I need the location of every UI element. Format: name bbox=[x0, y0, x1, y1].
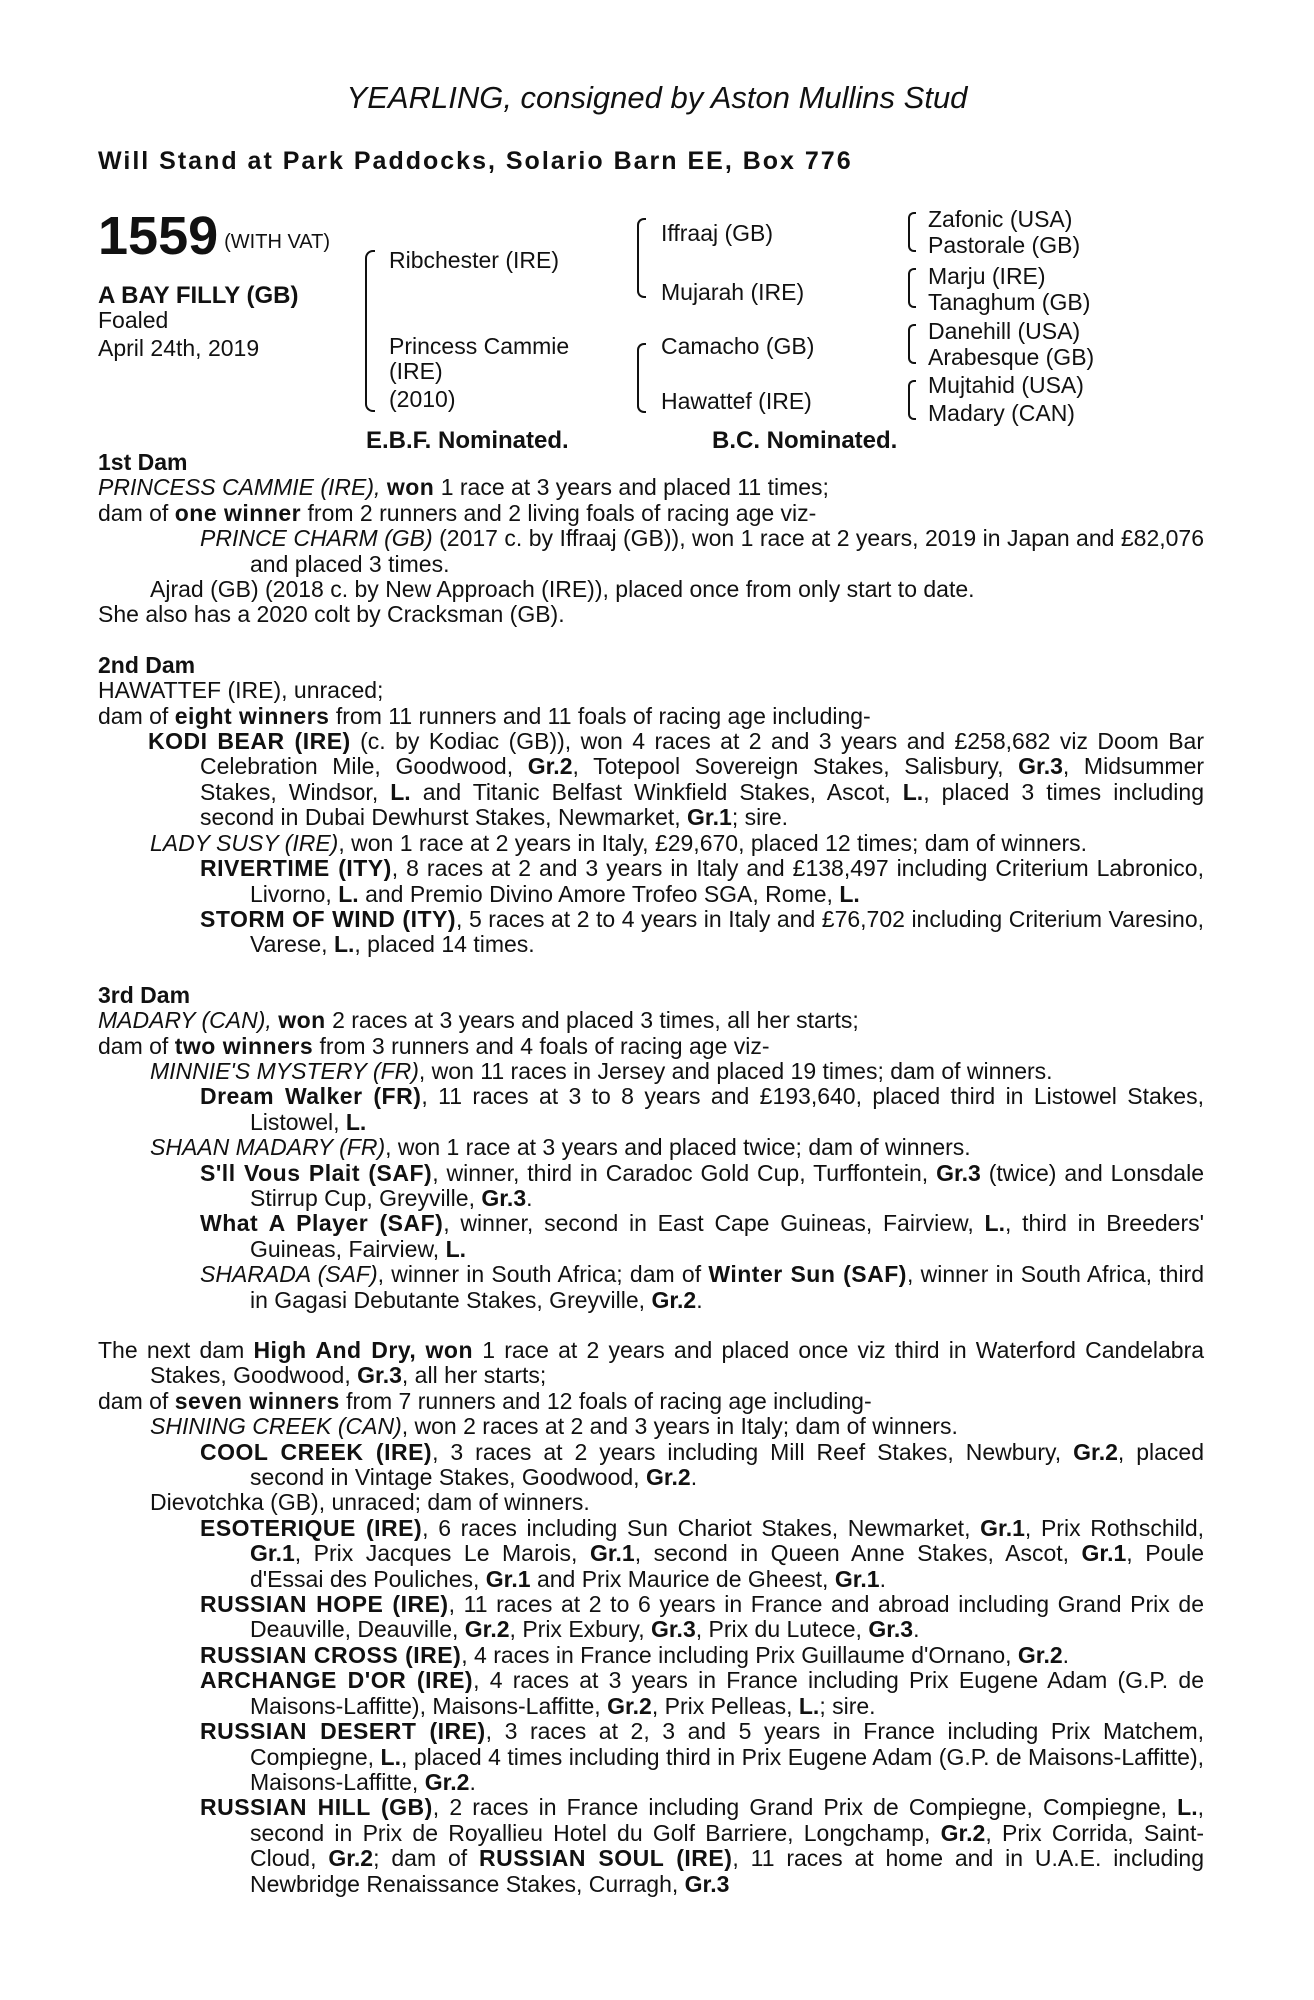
grade: L. bbox=[338, 880, 359, 907]
text: , won 2 races at 2 and 3 years in Italy; dam of winners. bbox=[401, 1413, 958, 1440]
produce-ajrad: Ajrad (GB) (2018 c. by New Approach (IRE)), placed once from only start to date. bbox=[150, 576, 975, 603]
won-label: won bbox=[386, 474, 435, 501]
text: , Prix du Lutece, bbox=[695, 1616, 862, 1643]
text: dam of bbox=[98, 702, 169, 729]
text: ; sire. bbox=[819, 1692, 876, 1719]
winner-count: one winner bbox=[174, 499, 302, 526]
horse-name: RUSSIAN HOPE (IRE) bbox=[200, 1591, 449, 1618]
horse-name: LADY SUSY (IRE) bbox=[150, 829, 339, 856]
text: , placed 4 times including third in Prix Eugene Adam (G.P. de Maisons-Laffitte), Maisons-Laffitte, bbox=[250, 1743, 1205, 1795]
text: , Poule d'Essai des Pouliches, bbox=[250, 1540, 1205, 1592]
text: , 3 races at 2, 3 and 5 years in France including Prix Matchem, Compiegne, bbox=[250, 1718, 1204, 1770]
horse-name: RUSSIAN DESERT (IRE) bbox=[200, 1718, 486, 1745]
text: , 11 races at home and in U.A.E. including Newbridge Renaissance Stakes, Curragh, bbox=[250, 1845, 1204, 1897]
grade: L. bbox=[445, 1235, 467, 1262]
text: , Prix Corrida, Saint-Cloud, bbox=[250, 1819, 1204, 1872]
horse-name: PRINCE CHARM (GB) bbox=[200, 525, 433, 552]
ancestor-ddd: Madary (CAN) bbox=[928, 400, 1075, 426]
horse-name: Winter Sun (SAF) bbox=[708, 1261, 907, 1288]
text: from 2 runners and 2 living foals of racing age viz- bbox=[307, 499, 817, 526]
produce-what-a-player bbox=[98, 1211, 1204, 1262]
horse-name: COOL CREEK (IRE) bbox=[200, 1438, 433, 1465]
text: , second in Prix de Royallieu Hotel du Golf Barriere, Longchamp, bbox=[250, 1794, 1205, 1846]
text: (c. by Kodiac (GB)), won 4 races at 2 and 3 years and £258,682 viz Doom Bar Celebration Mile, Goodwood, bbox=[200, 728, 1204, 780]
grade: L. bbox=[839, 880, 860, 907]
text: , 4 races at 3 years in France including Prix Eugene Adam (G.P. de Maisons-Laffitte), Maisons-Laffitte, bbox=[250, 1667, 1204, 1719]
horse-name: KODI BEAR (IRE) bbox=[148, 728, 351, 755]
pedigree-bracket-dam bbox=[637, 343, 646, 413]
grandsire-maternal: Camacho (GB) bbox=[661, 333, 815, 359]
text: from 7 runners and 12 foals of racing age including- bbox=[346, 1387, 872, 1414]
text: , winner, second in East Cape Guineas, Fairview, bbox=[443, 1210, 974, 1237]
grade: Gr.1 bbox=[687, 804, 732, 831]
text: , second in Queen Anne Stakes, Ascot, bbox=[634, 1540, 1070, 1567]
text: and Titanic Belfast Winkfield Stakes, Ascot, bbox=[422, 778, 891, 805]
text: , placed second in Vintage Stakes, Goodwood, bbox=[250, 1438, 1205, 1491]
grade: Gr.2 bbox=[645, 1464, 691, 1491]
dam-name-line2: (IRE) bbox=[389, 358, 443, 384]
ebf-nominated: E.B.F. Nominated. bbox=[366, 427, 569, 454]
pedigree-bracket-dd bbox=[908, 380, 916, 420]
produce-cool-creek: COOL CREEK (IRE), 3 races at 2 years including Mill Reef Stakes, Newbury, Gr.2, placed second in Vintage Stakes, Goodwood, Gr.2. bbox=[200, 1438, 1205, 1491]
horse-name: SHAAN MADARY (FR) bbox=[150, 1134, 386, 1161]
grade: Gr.2 bbox=[940, 1819, 986, 1846]
text: , 11 races at 3 to 8 years and £193,640, placed third in Listowel Stakes, Listowel, bbox=[250, 1083, 1204, 1135]
vat-note: (WITH VAT) bbox=[224, 231, 331, 253]
next-dam-line2 bbox=[98, 1389, 1204, 1414]
produce-sharada: SHARADA (SAF), winner in South Africa; dam of Winter Sun (SAF), winner in South Africa, third in Gagasi Debutante Stakes, Greyville, Gr.2. bbox=[200, 1261, 1205, 1313]
pedigree-bracket-sd bbox=[908, 268, 916, 308]
grade: Gr.2 bbox=[424, 1768, 470, 1795]
horse-name: A BAY FILLY (GB) bbox=[98, 282, 299, 309]
text: from 3 runners and 4 foals of racing age viz- bbox=[319, 1032, 770, 1059]
grade: Gr.2 bbox=[651, 1286, 697, 1313]
third-dam-heading: 3rd Dam bbox=[98, 981, 191, 1008]
pedigree-bracket-ds bbox=[908, 324, 916, 364]
text: , 2 races in France including Grand Prix de Compiegne, Compiegne, bbox=[432, 1794, 1168, 1821]
granddam-paternal: Mujarah (IRE) bbox=[661, 279, 805, 305]
horse-name: RUSSIAN CROSS (IRE) bbox=[200, 1641, 462, 1668]
grade: Gr.3 bbox=[936, 1159, 981, 1186]
ancestor-sdd: Tanaghum (GB) bbox=[928, 289, 1091, 315]
text: , won 1 race at 2 years in Italy, £29,670, placed 12 times; dam of winners. bbox=[338, 829, 1088, 856]
text: 1 race at 3 years and placed 11 times; bbox=[440, 474, 829, 501]
sire-name: Ribchester (IRE) bbox=[389, 247, 559, 273]
text: , winner, third in Caradoc Gold Cup, Turffontein, bbox=[432, 1159, 929, 1186]
ancestor-ssd: Pastorale (GB) bbox=[928, 232, 1081, 258]
produce-russian-desert: RUSSIAN DESERT (IRE), 3 races at 2, 3 and 5 years in France including Prix Matchem, Compiegne, L., placed 4 times including third in Prix Eugene Adam (G.P. de Maisons-Laffitte), Maisons-Laffitte, Gr.2. bbox=[200, 1718, 1205, 1795]
pedigree-bracket-sire bbox=[637, 218, 646, 298]
text: dam of bbox=[98, 499, 169, 526]
text: , Midsummer Stakes, Windsor, bbox=[200, 753, 1205, 805]
produce-lady-susy bbox=[98, 831, 1204, 856]
pedigree-bracket-main bbox=[365, 250, 375, 412]
grade: L. bbox=[984, 1210, 1005, 1237]
text: ; dam of bbox=[373, 1845, 468, 1872]
ancestor-dsd: Arabesque (GB) bbox=[928, 344, 1095, 370]
ancestor-sss: Zafonic (USA) bbox=[928, 206, 1073, 232]
horse-name: RUSSIAN HILL (GB) bbox=[200, 1794, 433, 1821]
text: , Totepool Sovereign Stakes, Salisbury, bbox=[572, 753, 1004, 780]
text: and Prix Maurice de Gheest, bbox=[536, 1565, 829, 1592]
produce-shining-creek bbox=[98, 1414, 1204, 1439]
horse-name: SHINING CREEK (CAN) bbox=[150, 1413, 402, 1440]
grade: Gr.1 bbox=[485, 1565, 531, 1592]
ancestor-dss: Danehill (USA) bbox=[928, 318, 1081, 344]
text: , 3 races at 2 years including Mill Reef Stakes, Newbury, bbox=[432, 1438, 1062, 1465]
grade: Gr.2 bbox=[1073, 1438, 1118, 1465]
grade: Gr.3 bbox=[481, 1184, 527, 1211]
text: , Prix Jacques Le Marois, bbox=[294, 1540, 578, 1567]
winner-count: two winners bbox=[174, 1032, 314, 1059]
ancestor-dds: Mujtahid (USA) bbox=[928, 372, 1084, 398]
granddam-maternal: Hawattef (IRE) bbox=[661, 388, 812, 414]
won-label: won bbox=[425, 1337, 474, 1363]
grade: Gr.1 bbox=[1081, 1540, 1127, 1567]
produce-rivertime bbox=[98, 856, 1204, 907]
grade: Gr.1 bbox=[589, 1540, 635, 1567]
grade: Gr.2 bbox=[328, 1845, 374, 1872]
grade: Gr.3 bbox=[357, 1362, 402, 1389]
lot-number: 1559 bbox=[98, 206, 219, 266]
third-dam-line1 bbox=[98, 1008, 1204, 1033]
text: and Premio Divino Amore Trofeo SGA, Rome, bbox=[365, 880, 833, 907]
first-dam-line2 bbox=[98, 501, 1204, 526]
grade: Gr.3 bbox=[868, 1616, 914, 1643]
produce-2020-colt: She also has a 2020 colt by Cracksman (GB). bbox=[98, 601, 565, 628]
horse-name: RUSSIAN SOUL (IRE) bbox=[479, 1845, 733, 1872]
text: , 5 races at 2 to 4 years in Italy and £76,702 including Criterium Varesino, Varese, bbox=[250, 905, 1204, 958]
produce-shaan-madary bbox=[98, 1135, 1204, 1160]
grade: L. bbox=[902, 778, 924, 805]
text: , Prix Exbury, bbox=[509, 1616, 645, 1643]
first-dam-heading: 1st Dam bbox=[98, 449, 188, 475]
horse-name: What A Player (SAF) bbox=[200, 1210, 444, 1237]
stand-location: Will Stand at Park Paddocks, Solario Barn EE, Box 776 bbox=[98, 147, 853, 175]
produce-russian-hill bbox=[98, 1795, 1204, 1897]
text: dam of bbox=[98, 1032, 169, 1059]
text: dam of bbox=[98, 1387, 169, 1414]
text: , winner in South Africa; dam of bbox=[377, 1261, 702, 1288]
produce-sll-vous-plait: S'll Vous Plait (SAF), winner, third in Caradoc Gold Cup, Turffontein, Gr.3 (twice) and Lonsdale Stirrup Cup, Greyville, Gr.3. bbox=[200, 1159, 1205, 1211]
horse-name: ESOTERIQUE (IRE) bbox=[200, 1514, 423, 1541]
grade: Gr.1 bbox=[834, 1565, 880, 1592]
dam-name-line1: Princess Cammie bbox=[389, 333, 570, 359]
produce-storm-of-wind bbox=[98, 907, 1204, 958]
dam-name: PRINCESS CAMMIE (IRE), bbox=[98, 474, 381, 501]
grade: L. bbox=[345, 1108, 367, 1135]
text: (twice) and Lonsdale Stirrup Cup, Greyville, bbox=[250, 1159, 1205, 1211]
produce-kodi-bear bbox=[98, 729, 1204, 831]
pedigree-bracket-ss bbox=[908, 212, 916, 252]
text: , 4 races in France including Prix Guillaume d'Ornano, bbox=[461, 1641, 1012, 1668]
grade: Gr.2 bbox=[527, 753, 573, 780]
text: , won 11 races in Jersey and placed 19 times; dam of winners. bbox=[418, 1057, 1053, 1084]
text: , won 1 race at 3 years and placed twice; dam of winners. bbox=[385, 1134, 971, 1161]
horse-name: ARCHANGE D'OR (IRE) bbox=[200, 1667, 474, 1694]
horse-name: RIVERTIME (ITY) bbox=[200, 855, 392, 882]
produce-prince-charm bbox=[98, 526, 1204, 577]
produce-russian-cross: RUSSIAN CROSS (IRE), 4 races in France including Prix Guillaume d'Ornano, Gr.2. bbox=[200, 1641, 1070, 1668]
foaled-label: Foaled bbox=[98, 307, 169, 333]
next-dam-line1 bbox=[98, 1338, 1204, 1389]
text: from 11 runners and 11 foals of racing age including- bbox=[335, 702, 871, 729]
grade: L. bbox=[333, 931, 355, 958]
horse-name: MINNIE'S MYSTERY (FR) bbox=[150, 1057, 419, 1084]
winner-count: eight winners bbox=[174, 702, 330, 729]
text: , Prix Pelleas, bbox=[651, 1692, 793, 1719]
first-dam-line1 bbox=[98, 475, 1204, 500]
grade: L. bbox=[390, 778, 411, 805]
won-label: won bbox=[278, 1007, 326, 1034]
text: , placed 3 times including second in Dubai Dewhurst Stakes, Newmarket, bbox=[200, 778, 1205, 831]
text: , 11 races at 2 to 6 years in France and abroad including Grand Prix de Deauville, Deauville, bbox=[250, 1591, 1204, 1643]
second-dam-line1: HAWATTEF (IRE), unraced; bbox=[98, 677, 384, 704]
produce-minnies-mystery bbox=[98, 1059, 1204, 1084]
foaled-date: April 24th, 2019 bbox=[98, 335, 260, 361]
grandsire-paternal: Iffraaj (GB) bbox=[661, 220, 774, 246]
ancestor-sds: Marju (IRE) bbox=[928, 263, 1046, 289]
dam-name-line3: (2010) bbox=[389, 386, 456, 412]
text: (2017 c. by Iffraaj (GB)), won 1 race at 2 years, 2019 in Japan and £82,076 and placed 3 times. bbox=[250, 525, 1205, 577]
text: , Prix Rothschild, bbox=[1024, 1514, 1205, 1541]
dam-name: High And Dry, bbox=[253, 1337, 417, 1363]
grade: Gr.1 bbox=[980, 1514, 1025, 1541]
grade: L. bbox=[1177, 1794, 1198, 1821]
text: 2 races at 3 years and placed 3 times, all her starts; bbox=[332, 1007, 859, 1034]
grade: Gr.3 bbox=[684, 1870, 730, 1897]
grade: Gr.3 bbox=[1018, 753, 1063, 780]
bc-nominated: B.C. Nominated. bbox=[712, 427, 898, 454]
text: The next dam bbox=[98, 1337, 245, 1363]
consignor-title: YEARLING, consigned by Aston Mullins Stud bbox=[346, 80, 968, 115]
grade: L. bbox=[380, 1743, 401, 1770]
text: ; sire. bbox=[731, 804, 789, 831]
produce-russian-hope: RUSSIAN HOPE (IRE), 11 races at 2 to 6 years in France and abroad including Grand Prix de Deauville, Deauville, Gr.2, Prix Exbury, Gr.3, Prix du Lutece, Gr.3. bbox=[200, 1591, 1204, 1643]
dam-name: MADARY (CAN), bbox=[98, 1007, 272, 1034]
horse-name: SHARADA (SAF) bbox=[200, 1261, 378, 1288]
catalogue-body bbox=[98, 450, 1204, 1897]
text: , 6 races including Sun Chariot Stakes, Newmarket, bbox=[422, 1514, 971, 1541]
text: , third in Breeders' Guineas, Fairview, bbox=[250, 1210, 1205, 1262]
text: , placed 14 times. bbox=[354, 931, 535, 958]
produce-archange-dor bbox=[98, 1668, 1204, 1719]
horse-name: STORM OF WIND (ITY) bbox=[200, 905, 457, 932]
grade: Gr.3 bbox=[650, 1616, 696, 1643]
horse-name: Dream Walker (FR) bbox=[200, 1083, 422, 1110]
grade: Gr.1 bbox=[250, 1540, 295, 1567]
third-dam-line2 bbox=[98, 1034, 1204, 1059]
produce-dievotchka: Dievotchka (GB), unraced; dam of winners. bbox=[150, 1489, 590, 1516]
grade: Gr.2 bbox=[464, 1616, 510, 1643]
second-dam-line2 bbox=[98, 704, 1204, 729]
produce-esoterique: ESOTERIQUE (IRE), 6 races including Sun Chariot Stakes, Newmarket, Gr.1, Prix Rothschild, Gr.1, Prix Jacques Le Marois, Gr.1, second in Queen Anne Stakes, Ascot, Gr.1, Poule d'Essai des Pouliches, Gr.1 and Prix Maurice de Gheest, Gr.1. bbox=[200, 1514, 1205, 1592]
winner-count: seven winners bbox=[174, 1387, 340, 1414]
produce-dream-walker bbox=[98, 1084, 1204, 1135]
grade: Gr.2 bbox=[607, 1692, 652, 1719]
text: , winner in South Africa, third in Gagasi Debutante Stakes, Greyville, bbox=[250, 1261, 1205, 1313]
lot-number-block bbox=[98, 205, 330, 267]
horse-name: S'll Vous Plait (SAF) bbox=[200, 1159, 433, 1186]
text: 1 race at 2 years and placed once viz third in Waterford Candelabra Stakes, Goodwood, bbox=[150, 1337, 1205, 1389]
second-dam-heading: 2nd Dam bbox=[98, 651, 196, 678]
text: , all her starts; bbox=[401, 1362, 547, 1389]
grade: Gr.2 bbox=[1017, 1641, 1063, 1668]
grade: L. bbox=[798, 1692, 820, 1719]
text: , 8 races at 2 and 3 years in Italy and £138,497 including Criterium Labronico, Livorno, bbox=[250, 855, 1204, 907]
